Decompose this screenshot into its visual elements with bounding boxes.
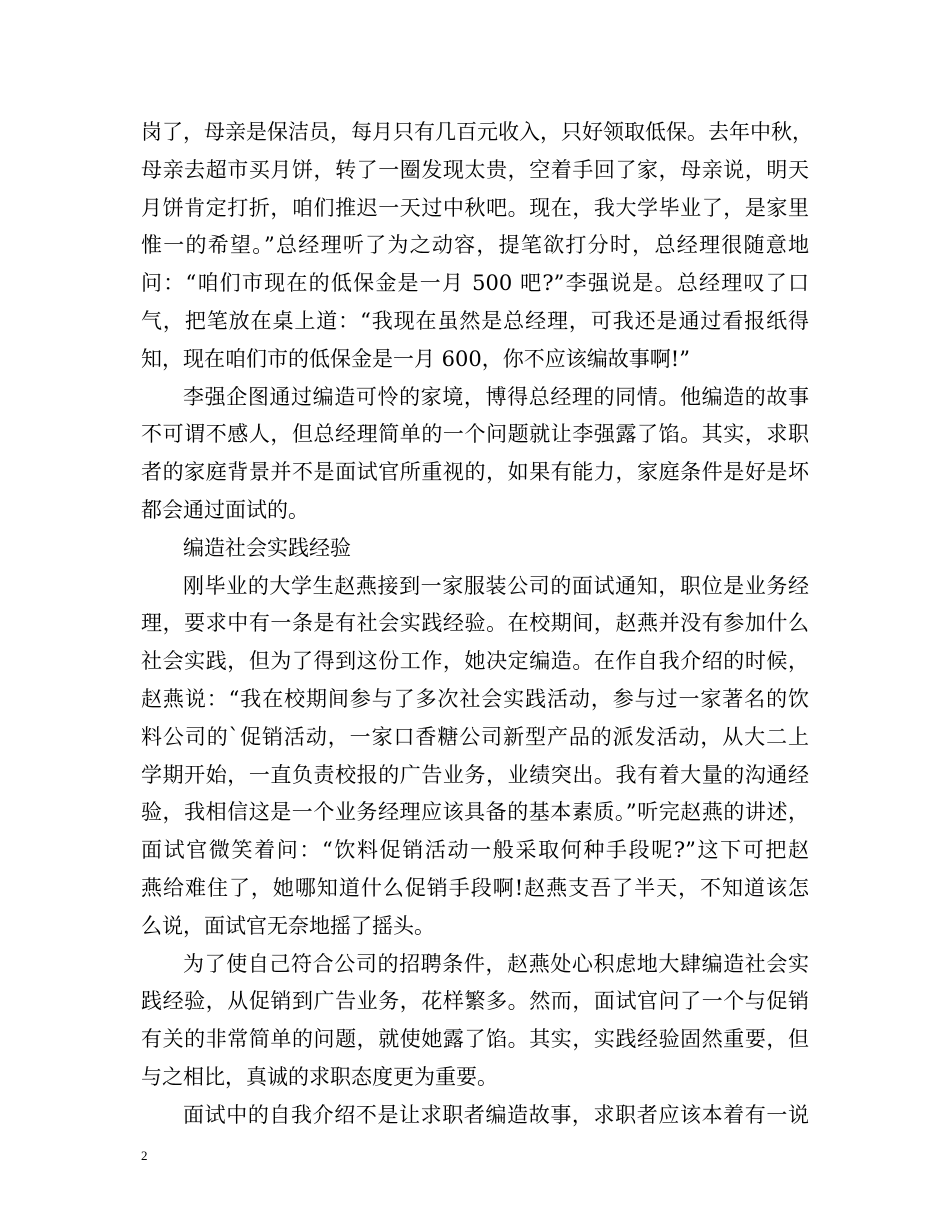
text-line: 验，我相信这是一个业务经理应该具备的基本素质。”听完赵燕的讲述，: [141, 800, 809, 825]
body-text: [141, 114, 813, 1135]
paragraph-first-line: 李强企图通过编造可怜的家境，博得总经理的同情。他编造的故事: [183, 384, 809, 409]
text-line: 惟一的希望。”总经理听了为之动容，提笔欲打分时，总经理很随意地: [141, 233, 809, 258]
text-line: 面试官微笑着问：“饮料促销活动一般采取何种手段呢?”这下可把赵: [141, 838, 809, 863]
text-line: 赵燕说：“我在校期间参与了多次社会实践活动，参与过一家著名的饮: [141, 686, 809, 711]
text-line: 月饼肯定打折，咱们推迟一天过中秋吧。现在，我大学毕业了，是家里: [141, 195, 809, 220]
text-line: 有关的非常简单的问题，就使她露了馅。其实，实践经验固然重要，但: [141, 1027, 809, 1052]
text-line: 母亲去超市买月饼，转了一圈发现太贵，空着手回了家，母亲说，明天: [141, 157, 809, 182]
text-line: 学期开始，一直负责校报的广告业务，业绩突出。我有着大量的沟通经: [141, 762, 809, 787]
text-line: 燕给难住了，她哪知道什么促销手段啊!赵燕支吾了半天，不知道该怎: [141, 875, 809, 900]
paragraph-first-line: 面试中的自我介绍不是让求职者编造故事，求职者应该本着有一说: [183, 1102, 809, 1127]
text-line: 岗了，母亲是保洁员，每月只有几百元收入，只好领取低保。去年中秋，: [141, 120, 813, 144]
text-line: 社会实践，但为了得到这份工作，她决定编造。在作自我介绍的时候，: [141, 649, 809, 674]
text-line: 么说，面试官无奈地摇了摇头。: [141, 913, 435, 938]
page-number: 2: [141, 1148, 148, 1163]
text-line: 践经验，从促销到广告业务，花样繁多。然而，面试官问了一个与促销: [141, 989, 809, 1014]
text-line: 问：“咱们市现在的低保金是一月 500 吧?”李强说是。总经理叹了口: [141, 271, 809, 296]
text-line: 不可谓不感人，但总经理简单的一个问题就让李强露了馅。其实，求职: [141, 422, 809, 447]
text-line: 气，把笔放在桌上道：“我现在虽然是总经理，可我还是通过看报纸得: [141, 308, 809, 333]
text-line: 者的家庭背景并不是面试官所重视的，如果有能力，家庭条件是好是坏: [141, 460, 809, 485]
text-line: 都会通过面试的。: [141, 497, 309, 522]
paragraph-first-line: 刚毕业的大学生赵燕接到一家服装公司的面试通知，职位是业务经: [183, 573, 809, 598]
text-line: 与之相比，真诚的求职态度更为重要。: [141, 1064, 498, 1089]
paragraph-first-line: 为了使自己符合公司的招聘条件，赵燕处心积虑地大肆编造社会实: [183, 951, 809, 976]
text-line: 理，要求中有一条是有社会实践经验。在校期间，赵燕并没有参加什么: [141, 611, 809, 636]
text-line: 知，现在咱们市的低保金是一月 600，你不应该编故事啊!”: [141, 346, 690, 371]
paragraph-first-line: 编造社会实践经验: [183, 535, 351, 560]
text-line: 料公司的`促销活动，一家口香糖公司新型产品的派发活动，从大二上: [141, 724, 809, 749]
